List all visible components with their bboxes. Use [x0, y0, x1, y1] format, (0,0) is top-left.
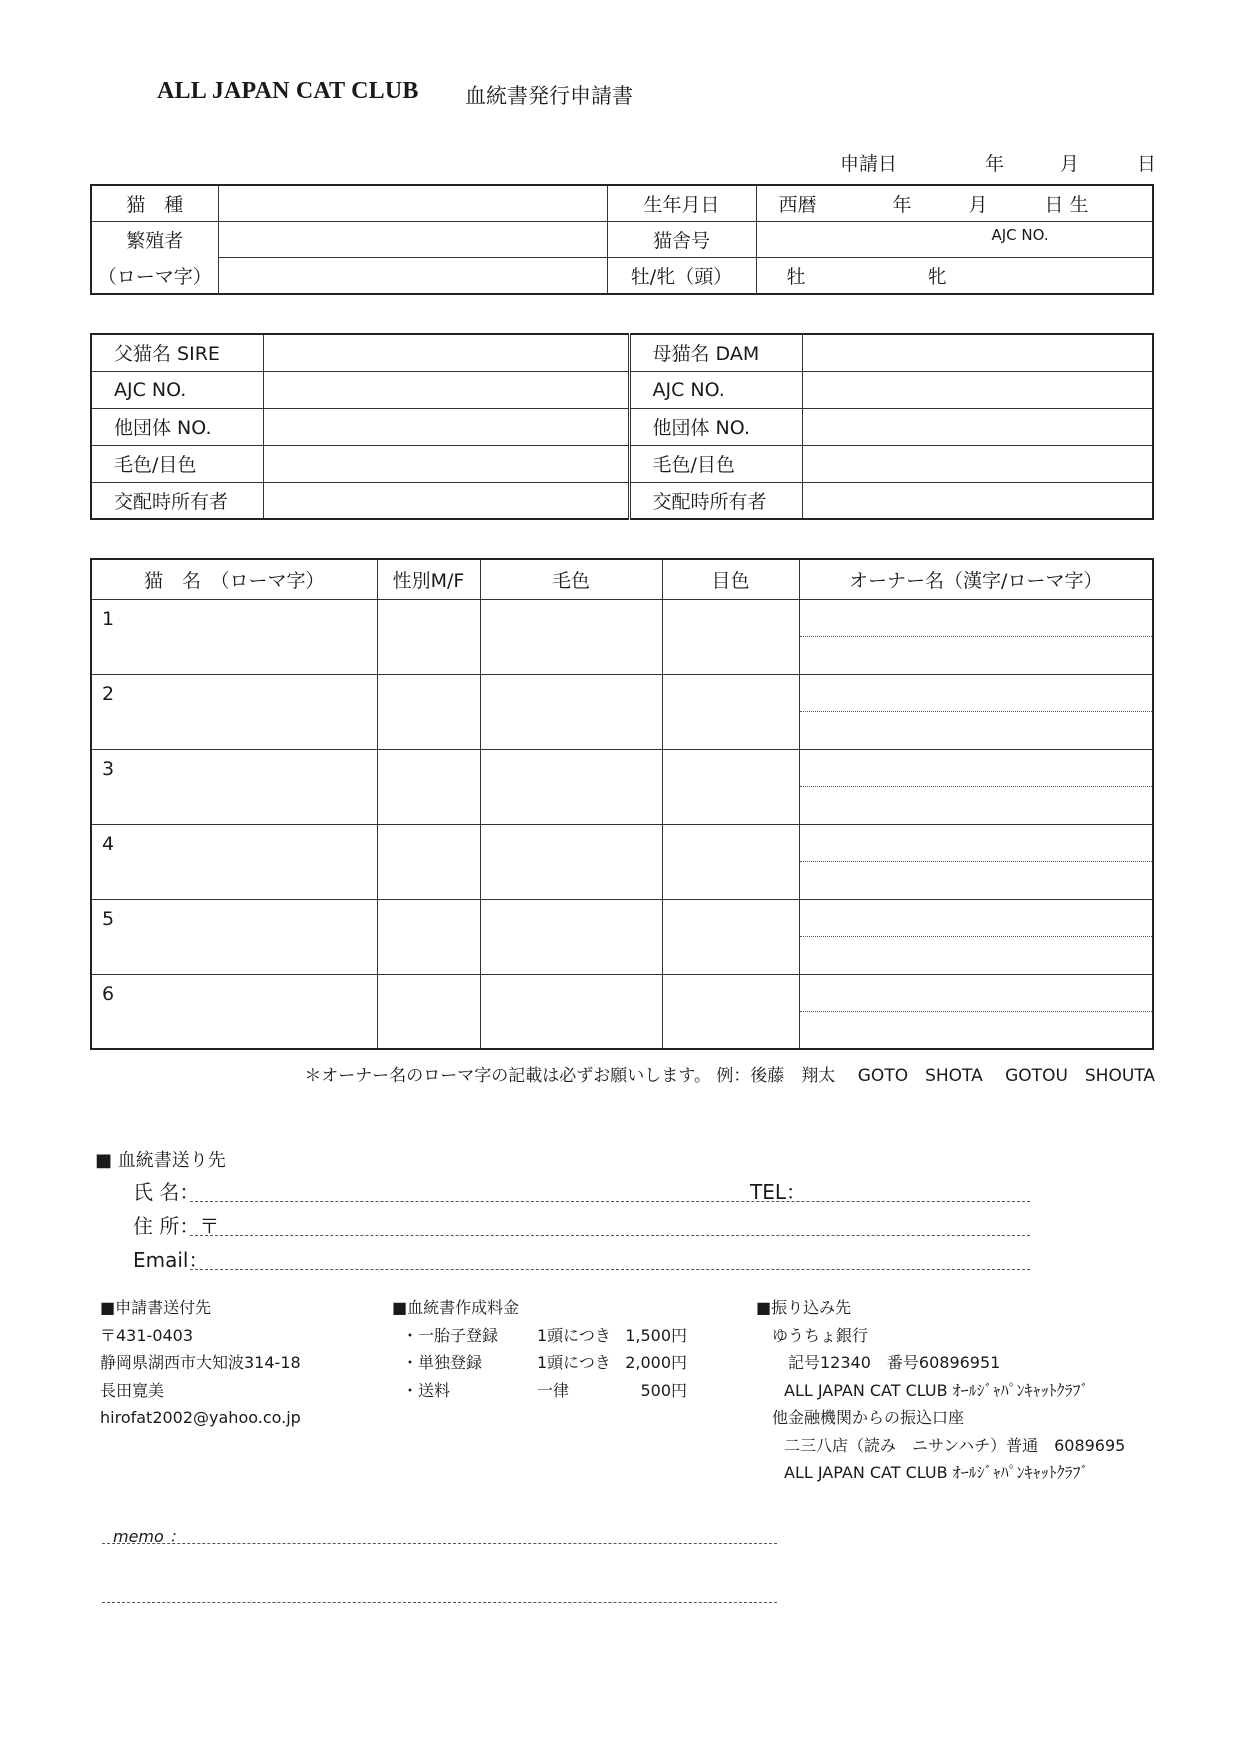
sex-cell[interactable]	[377, 974, 480, 1049]
name-label: 氏 名：	[133, 1180, 200, 1204]
row-number[interactable]: 1	[91, 599, 377, 674]
dam-ajc-label: AJC NO.	[629, 371, 802, 408]
bank-heading: ■振り込み先	[756, 1298, 852, 1317]
bank-line-1: ゆうちょ銀行	[772, 1325, 869, 1345]
coat-color-cell[interactable]	[480, 674, 662, 749]
fee-unit: 1頭につき	[537, 1353, 611, 1372]
breeder-field[interactable]	[218, 221, 607, 257]
sex-cell[interactable]	[377, 899, 480, 974]
birthdate-field[interactable]: 西暦 年 月 日 生	[756, 185, 1153, 221]
coat-color-cell[interactable]	[480, 824, 662, 899]
coat-color-cell[interactable]	[480, 749, 662, 824]
bank-line-5: 二三八店（読み ニサンハチ）普通 6089695	[784, 1435, 1126, 1455]
title-english: ALL JAPAN CAT CLUB	[157, 78, 419, 104]
address-field[interactable]	[190, 1235, 1030, 1236]
fee-price: 2,000円	[625, 1353, 687, 1372]
row-number[interactable]: 6	[91, 974, 377, 1049]
fee-unit: 1頭につき	[537, 1325, 611, 1345]
address-label: 住 所：〒	[133, 1214, 220, 1238]
fee-item	[392, 1349, 687, 1377]
row-number[interactable]: 5	[91, 899, 377, 974]
sex-cell[interactable]	[377, 599, 480, 674]
apply-date-label: 申請日	[840, 153, 898, 175]
bank-line-3: ALL JAPAN CAT CLUB ｵｰﾙｼﾞｬﾊﾟﾝｷｬｯﾄｸﾗﾌﾞ	[784, 1380, 1089, 1400]
breed-field[interactable]	[218, 185, 607, 221]
dam-color-label: 毛色/目色	[629, 445, 802, 482]
owner-cell[interactable]	[799, 599, 1153, 674]
table-row	[91, 599, 1153, 674]
apply-to-person: 長田寛美	[100, 1380, 165, 1400]
apply-to-heading: ■申請書送付先	[100, 1298, 212, 1317]
bank-block	[756, 1294, 1125, 1487]
cat-info-table	[90, 184, 1154, 295]
eye-color-cell[interactable]	[662, 824, 799, 899]
bank-line-2: 記号12340 番号60896951	[788, 1353, 1001, 1372]
owner-cell[interactable]	[799, 674, 1153, 749]
send-to-heading: ■ 血統書送り先	[95, 1150, 226, 1171]
owner-cell[interactable]	[799, 824, 1153, 899]
owner-cell[interactable]	[799, 749, 1153, 824]
header-owner-name: オーナー名（漢字/ローマ字）	[799, 559, 1153, 599]
parents-table	[90, 333, 1154, 520]
header-coat-color: 毛色	[480, 559, 662, 599]
fee-name: ・単独登録	[402, 1353, 483, 1372]
header-sex: 性別M/F	[377, 559, 480, 599]
email-field[interactable]	[190, 1269, 1030, 1270]
sire-other-org-field[interactable]	[263, 408, 629, 445]
fee-item	[392, 1322, 687, 1350]
birthdate-label: 生年月日	[607, 185, 756, 221]
sex-cell[interactable]	[377, 824, 480, 899]
eye-color-cell[interactable]	[662, 749, 799, 824]
breeder-romaji-label: （ローマ字）	[91, 257, 218, 294]
dam-other-org-label: 他団体 NO.	[629, 408, 802, 445]
sire-field[interactable]	[263, 334, 629, 371]
breed-label: 猫 種	[91, 185, 218, 221]
table-row	[91, 674, 1153, 749]
eye-color-cell[interactable]	[662, 974, 799, 1049]
sire-color-field[interactable]	[263, 445, 629, 482]
name-tel-field[interactable]	[190, 1201, 1030, 1202]
memo-line-2[interactable]	[102, 1602, 777, 1603]
row-number[interactable]: 3	[91, 749, 377, 824]
cattery-field[interactable]	[756, 221, 1153, 257]
table-row	[91, 824, 1153, 899]
row-number[interactable]: 2	[91, 674, 377, 749]
kittens-table	[90, 558, 1154, 1050]
dam-ajc-field[interactable]	[802, 371, 1153, 408]
header-eye-color: 目色	[662, 559, 799, 599]
sex-cell[interactable]	[377, 749, 480, 824]
eye-color-cell[interactable]	[662, 899, 799, 974]
apply-month-label: 月	[1060, 153, 1080, 175]
fee-name: ・一胎子登録	[402, 1325, 499, 1345]
sex-cell[interactable]	[377, 674, 480, 749]
fees-heading: ■血統書作成料金	[392, 1298, 520, 1317]
romaji-note: ＊オーナー名のローマ字の記載は必ずお願いします。 例：後藤 翔太 GOTO SHOTA GOTOU SHOUTA	[304, 1066, 1155, 1086]
owner-cell[interactable]	[799, 899, 1153, 974]
tel-label: TEL：	[750, 1180, 806, 1204]
dam-color-field[interactable]	[802, 445, 1153, 482]
sire-ajc-label: AJC NO.	[91, 371, 263, 408]
apply-to-address: 静岡県湖西市大知波314-18	[100, 1353, 301, 1372]
memo-label: memo ：	[113, 1527, 185, 1546]
fee-name: ・送料	[402, 1380, 451, 1400]
fee-price: 1,500円	[625, 1325, 687, 1345]
dam-other-org-field[interactable]	[802, 408, 1153, 445]
breeder-label: 繁殖者	[91, 221, 218, 257]
table-row	[91, 974, 1153, 1049]
eye-color-cell[interactable]	[662, 674, 799, 749]
sire-color-label: 毛色/目色	[91, 445, 263, 482]
table-row	[91, 749, 1153, 824]
sire-other-org-label: 他団体 NO.	[91, 408, 263, 445]
fee-unit: 一律	[537, 1380, 570, 1400]
apply-to-block	[100, 1294, 301, 1432]
cattery-ajc-no: AJC NO.	[991, 225, 1049, 244]
coat-color-cell[interactable]	[480, 899, 662, 974]
female-label: 牝	[927, 265, 947, 288]
sire-owner-label: 交配時所有者	[91, 482, 263, 519]
fees-block	[392, 1294, 687, 1404]
bank-line-6: ALL JAPAN CAT CLUB ｵｰﾙｼﾞｬﾊﾟﾝｷｬｯﾄｸﾗﾌﾞ	[784, 1463, 1089, 1482]
coat-color-cell[interactable]	[480, 599, 662, 674]
apply-day-label: 日	[1137, 153, 1157, 175]
apply-year-label: 年	[985, 153, 1005, 175]
header-cat-name: 猫 名 （ローマ字）	[91, 559, 377, 599]
fee-item	[392, 1377, 687, 1405]
dam-owner-label: 交配時所有者	[629, 482, 802, 519]
dam-label: 母猫名 DAM	[629, 334, 802, 371]
title-japanese: 血統書発行申請書	[465, 84, 633, 108]
breeder-romaji-field[interactable]	[218, 257, 607, 294]
dam-field[interactable]	[802, 334, 1153, 371]
bank-line-4: 他金融機関からの振込口座	[772, 1408, 965, 1427]
sire-ajc-field[interactable]	[263, 371, 629, 408]
apply-to-postal: 〒431-0403	[100, 1325, 194, 1345]
apply-to-email: hirofat2002@yahoo.co.jp	[100, 1408, 301, 1427]
sex-count-label: 牡/牝（頭）	[607, 257, 756, 294]
eye-color-cell[interactable]	[662, 599, 799, 674]
male-label: 牡	[786, 265, 806, 288]
sire-label: 父猫名 SIRE	[91, 334, 263, 371]
email-label: Email：	[133, 1248, 209, 1272]
owner-cell[interactable]	[799, 974, 1153, 1049]
table-row	[91, 899, 1153, 974]
dam-owner-field[interactable]	[802, 482, 1153, 519]
memo-line-1[interactable]	[102, 1543, 777, 1544]
fee-price: 500円	[640, 1380, 687, 1400]
cattery-label: 猫舎号	[607, 221, 756, 257]
sex-count-field[interactable]	[756, 257, 1153, 294]
row-number[interactable]: 4	[91, 824, 377, 899]
sire-owner-field[interactable]	[263, 482, 629, 519]
coat-color-cell[interactable]	[480, 974, 662, 1049]
